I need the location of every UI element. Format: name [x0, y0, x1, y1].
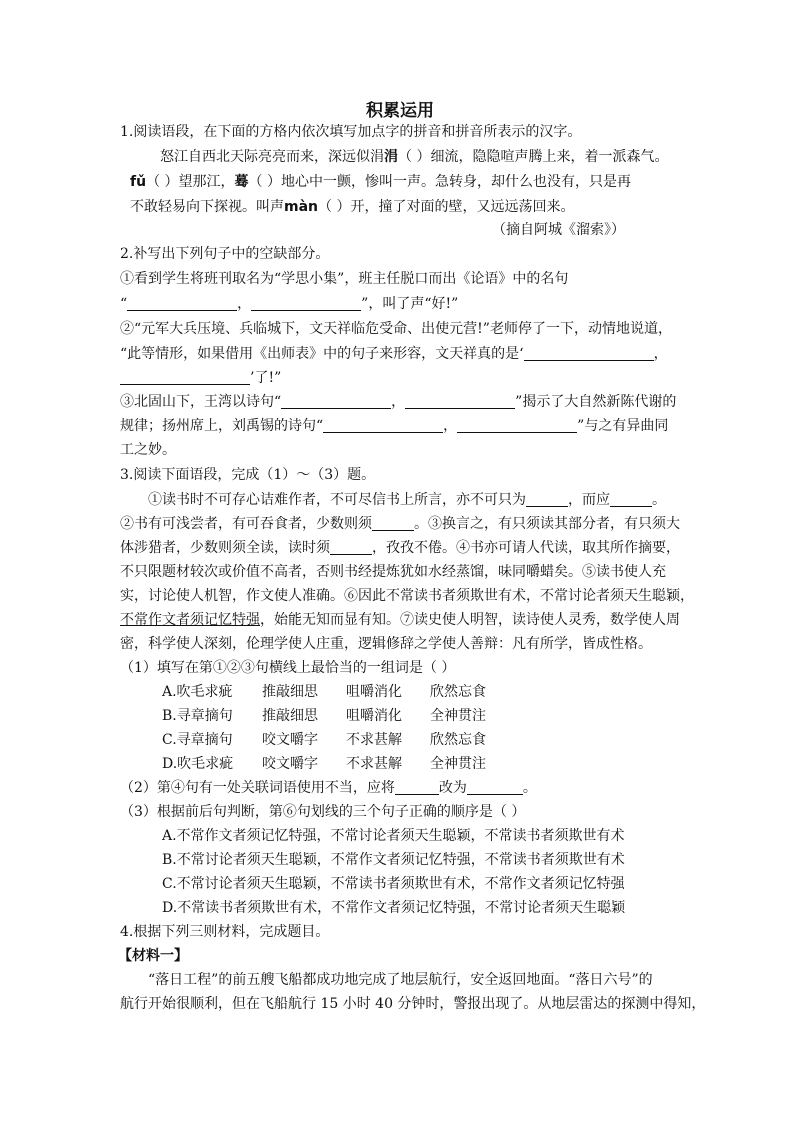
q2-sentence-2c: ’了!”	[120, 368, 281, 388]
answer-blank[interactable]	[330, 539, 372, 555]
q2-sentence-3b: 规律；扬州席上，刘禹锡的诗句“ ， ”与之有异曲同	[120, 418, 669, 434]
q3-sub-question-3: （3）根据前后句判断，第⑥句划线的三个句子正确的顺序是（ ）	[120, 804, 526, 820]
q2-sentence-3c: 工之妙。	[120, 442, 176, 458]
answer-blank[interactable]	[127, 295, 237, 311]
q1-dotted-char: 蓦	[234, 174, 249, 190]
answer-blank[interactable]	[120, 369, 250, 385]
underlined-sentence: 不常作文者须记忆特强	[120, 612, 260, 628]
material-1-heading: 【材料一】	[118, 948, 188, 964]
q3-option3-b[interactable]: B.不常讨论者须天生聪颖，不常作文者须记忆特强，不常读书者须欺世有术	[162, 852, 625, 868]
q1-stem: 1.阅读语段，在下面的方格内依次填写加点字的拼音和拼音所表示的汉字。	[120, 124, 582, 140]
answer-blank[interactable]	[526, 491, 568, 507]
q1-text: （ ）细流，隐隐喧声腾上来，着一派森气。	[398, 149, 669, 165]
q3-option-d[interactable]: D.吹毛求疵 咬文嚼字 不求甚解 全神贯注	[162, 756, 486, 772]
q4-stem: 4.根据下列三则材料，完成题目。	[120, 924, 330, 940]
q1-source: （摘自阿城《溜索》）	[492, 222, 625, 238]
answer-blank[interactable]	[610, 491, 652, 507]
q3-option3-a[interactable]: A.不常作文者须记忆特强，不常讨论者须天生聪颖，不常读书者须欺世有术	[162, 828, 625, 844]
q3-option-c[interactable]: C.寻章摘句 咬文嚼字 不求甚解 欣然忘食	[162, 732, 486, 748]
page-title: 积累运用	[366, 101, 434, 121]
q3-option3-c[interactable]: C.不常讨论者须天生聪颖，不常读书者须欺世有术，不常作文者须记忆特强	[162, 876, 625, 892]
answer-blank[interactable]	[467, 779, 523, 795]
q1-text: （ ）开，撞了对面的壁，又远远荡回来。	[318, 199, 575, 215]
material-1-line-2: 航行开始很顺利，但在飞船航行 15 小时 40 分钟时，警报出现了。从地层雷达的探测中得知，	[120, 996, 706, 1012]
q1-text: （ ）地心中一颤，惨叫一声。急转身，却什么也没有，只是再	[248, 174, 631, 190]
q2-sentence-2b: “此等情形，如果借用《出师表》中的句子来形容，文天祥真的是‘ ，	[120, 346, 668, 362]
answer-blank[interactable]	[251, 295, 361, 311]
q3-option-a[interactable]: A.吹毛求疵 推敲细思 咀嚼消化 欣然忘食	[162, 684, 486, 700]
q3-stem: 3.阅读下面语段，完成（1）～（3）题。	[120, 467, 376, 483]
answer-blank[interactable]	[372, 515, 414, 531]
q1-text: （ ）望那江，	[146, 174, 235, 190]
q2-sentence-1-blanks: “ ， ”，叫了声“好!”	[120, 296, 459, 312]
answer-blank[interactable]	[323, 417, 443, 433]
q1-text: 不敢轻易向下探视。叫声	[130, 199, 284, 215]
q2-sentence-2: ②“元军大兵压境、兵临城下，文天祥临危受命、出使元营!”老师停了一下，动情地说道，	[120, 321, 672, 337]
q3-passage-line-3: 体涉猎者，少数则须全读，读时须 ，孜孜不倦。④书亦可请人代读，取其所作摘要，	[120, 540, 680, 556]
q3-passage-line-6: 不常作文者须记忆特强，始能无知而显有知。⑦读史使人明智，读诗使人灵秀，数学使人周	[120, 612, 680, 628]
q1-dotted-char: 涓	[384, 149, 398, 165]
answer-blank[interactable]	[457, 417, 577, 433]
q3-passage-line-1: ①读书时不可存心诘难作者，不可尽信书上所言，亦不可只为 ，而应 。	[148, 492, 666, 508]
answer-blank[interactable]	[281, 393, 391, 409]
q2-sentence-3: ③北固山下，王湾以诗句“ ， ”揭示了大自然新陈代谢的	[120, 394, 677, 410]
answer-blank[interactable]	[395, 779, 439, 795]
q3-passage-line-2: ②书有可浅尝者，有可吞食者，少数则须 。③换言之，有只须读其部分者，有只须大	[120, 516, 680, 532]
q3-passage-line-5: 实，讨论使人机智，作文使人准确。⑥因此不常读书者须欺世有术，不常讨论者须天生聪颖，	[120, 588, 694, 604]
q2-sentence-1: ①看到学生将班刊取名为“学思小集”，班主任脱口而出《论语》中的名句	[120, 271, 569, 287]
q3-sub-question-1: （1）填写在第①②③句横线上最恰当的一组词是（ ）	[120, 660, 456, 676]
q1-pinyin: fǔ	[130, 174, 147, 190]
q3-sub-question-2: （2）第④句有一处关联词语使用不当，应将 改为 。	[120, 780, 537, 796]
q1-passage-line-3	[130, 197, 574, 217]
answer-blank[interactable]	[524, 345, 654, 361]
q3-option-b[interactable]: B.寻章摘句 推敲细思 咀嚼消化 全神贯注	[162, 708, 486, 724]
q3-passage-line-4: 不只限题材较次或价值不高者，否则书经提炼犹如水经蒸馏，味同嚼蜡矣。⑤读书使人充	[120, 564, 666, 580]
q1-text: 怒江自西北天际亮亮而来，深远似涓	[160, 149, 384, 165]
answer-blank[interactable]	[405, 393, 515, 409]
q1-pinyin: màn	[284, 199, 319, 215]
q1-passage-line-1	[160, 147, 668, 167]
q2-stem: 2.补写出下列句子中的空缺部分。	[120, 246, 330, 262]
material-1-line-1: “落日工程”的前五艘飞船都成功地完成了地层航行，安全返回地面。“落日六号”的	[148, 972, 653, 988]
q1-passage-line-2	[130, 172, 631, 192]
q3-passage-line-7: 密，科学使人深刻，伦理学使人庄重，逻辑修辞之学使人善辩：凡有所学，皆成性格。	[120, 636, 652, 652]
q3-option3-d[interactable]: D.不常读书者须欺世有术，不常作文者须记忆特强，不常讨论者须天生聪颖	[162, 900, 626, 916]
